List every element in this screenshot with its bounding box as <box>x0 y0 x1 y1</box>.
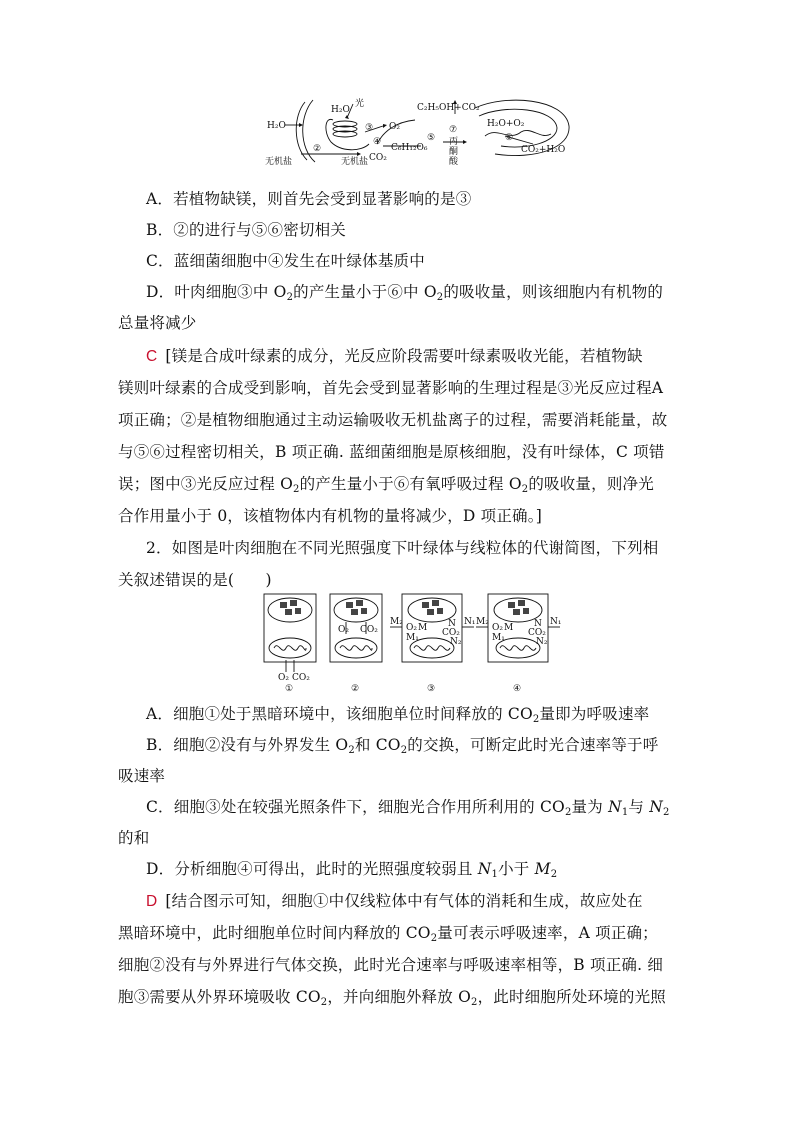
q1-explanation-line5: 误；图中③光反应过程 $O_2$的产生量小于⑥有氧呼吸过程 $O_2$的吸收量，则净光 <box>118 475 654 495</box>
cell-number-3: ③ <box>427 684 436 694</box>
q1-explanation-line1: C [镁是合成叶绿素的成分，光反应阶段需要叶绿素吸收光能，若植物缺 <box>146 347 643 365</box>
cell3-m2: M₂ <box>390 617 403 627</box>
label-salt-left: 无机盐 <box>265 157 293 167</box>
cell-number-4: ④ <box>513 684 522 694</box>
cell-number-1: ① <box>285 684 294 694</box>
q1-explanation-line6: 合作用量小于 0，该植物体内有机物的量将减少，D 项正确。] <box>118 507 542 525</box>
label-step-7: ⑦ <box>449 125 458 135</box>
label-o2: O₂ <box>389 122 400 132</box>
q2-option-c: C．细胞③处在较强光照条件下，细胞光合作用所利用的 $CO_2$量为 $N_1$与 $N_2$ <box>146 798 670 818</box>
label-step-2: ② <box>313 144 322 154</box>
q2-option-a: A．细胞①处于黑暗环境中，该细胞单位时间释放的 $CO_2$量即为呼吸速率 <box>146 705 650 725</box>
cell3-m: M <box>418 623 428 633</box>
label-step-4: ④ <box>373 137 382 147</box>
label-h2o-o2: H₂O+O₂ <box>487 119 525 129</box>
cell4-o2: O₂ <box>492 623 503 633</box>
label-pyruvate-2: 酮 <box>449 147 459 157</box>
q2-option-b-cont: 吸速率 <box>118 767 166 785</box>
cell4-co2: CO₂ <box>528 628 546 638</box>
q2-stem-line2: 关叙述错误的是( ) <box>118 571 272 589</box>
cell4-m: M <box>504 623 514 633</box>
label-step-5: ⑤ <box>427 133 436 143</box>
q2-explanation-line1: D [结合图示可知，细胞①中仅线粒体中有气体的消耗和生成，故应处在 <box>146 892 643 910</box>
q1-explanation-line3: 项正确；②是植物细胞通过主动运输吸收无机盐离子的过程，需要消耗能量，故 <box>118 411 668 429</box>
cell2-co2: CO₂ <box>360 625 378 635</box>
label-light: 光 <box>355 99 365 109</box>
label-step-6: ⑥ <box>505 133 514 143</box>
label-h2o-inner: H₂O <box>331 105 350 115</box>
q1-explanation-line4: 与⑤⑥过程密切相关，B 项正确. 蓝细菌细胞是原核细胞，没有叶绿体，C 项错 <box>118 443 665 461</box>
cell1-co2: CO₂ <box>292 673 310 683</box>
label-pyruvate-1: 丙 <box>449 137 459 147</box>
cell3-o2: O₂ <box>406 623 417 633</box>
q1-option-d: D．叶肉细胞③中 $O_2$的产生量小于⑥中 $O_2$的吸收量，则该细胞内有机物的 <box>146 283 664 303</box>
label-salt-right: 无机盐 <box>341 157 369 167</box>
q2-explanation-line2: 黑暗环境中，此时细胞单位时间内释放的 $CO_2$量可表示呼吸速率，A 项正确； <box>118 924 658 944</box>
cell3-n1: N₁ <box>464 617 476 627</box>
q2-explanation-line4: 胞③需要从外界环境吸收 $CO_2$，并向细胞外释放 $O_2$，此时细胞所处环境的光照 <box>118 988 666 1008</box>
cell2-o2: O₂ <box>338 625 349 635</box>
q2-explanation-line3: 细胞②没有与外界进行气体交换，此时光合速率与呼吸速率相等，B 项正确. 细 <box>118 956 664 974</box>
label-co2: CO₂ <box>369 153 387 163</box>
cell4-n: N <box>534 619 542 629</box>
q1-option-b: B．②的进行与⑤⑥密切相关 <box>146 221 346 239</box>
q1-answer: C <box>146 348 158 365</box>
cell4-n1: N₁ <box>550 617 562 627</box>
cell3-m1: M₁ <box>406 633 419 643</box>
q2-option-b: B．细胞②没有与外界发生 $O_2$和 $CO_2$的交换，可断定此时光合速率等于呼 <box>146 736 659 756</box>
cell3-co2: CO₂ <box>442 628 460 638</box>
cell4-n2: N₂ <box>536 637 548 647</box>
label-glucose: C₆H₁₂O₆ <box>391 143 428 153</box>
q1-option-a: A．若植物缺镁，则首先会受到显著影响的是③ <box>146 190 472 208</box>
q2-stem-line1: 2．如图是叶肉细胞在不同光照强度下叶绿体与线粒体的代谢简图，下列相 <box>146 539 659 557</box>
q2-answer: D <box>146 893 158 910</box>
label-co2-h2o: CO₂+H₂O <box>521 145 566 155</box>
label-pyruvate-3: 酸 <box>449 157 459 167</box>
q1-explanation-line2: 镁则叶绿素的合成受到影响，首先会受到显著影响的生理过程是③光反应过程A <box>118 379 664 397</box>
cell3-n: N <box>448 619 456 629</box>
label-ethanol: C₂H₅OH+CO₂ <box>417 103 480 113</box>
label-h2o-left: H₂O <box>267 121 286 131</box>
cell-number-2: ② <box>351 684 360 694</box>
figure-four-cells <box>262 592 562 694</box>
cell3-n2: N₂ <box>450 637 462 647</box>
q1-option-c: C．蓝细菌细胞中④发生在叶绿体基质中 <box>146 252 425 270</box>
cell1-o2: O₂ <box>278 673 289 683</box>
q1-option-d-cont: 总量将减少 <box>118 314 197 332</box>
figure-pathway-diagram <box>265 96 585 168</box>
q2-option-d: D．分析细胞④可得出，此时的光照强度较弱且 $N_1$小于 $M_2$ <box>146 860 558 880</box>
q2-option-c-cont: 的和 <box>118 829 150 847</box>
cell4-m1: M₁ <box>492 633 505 643</box>
label-step-3: ③ <box>365 123 374 133</box>
cell4-m2: M₂ <box>476 617 489 627</box>
